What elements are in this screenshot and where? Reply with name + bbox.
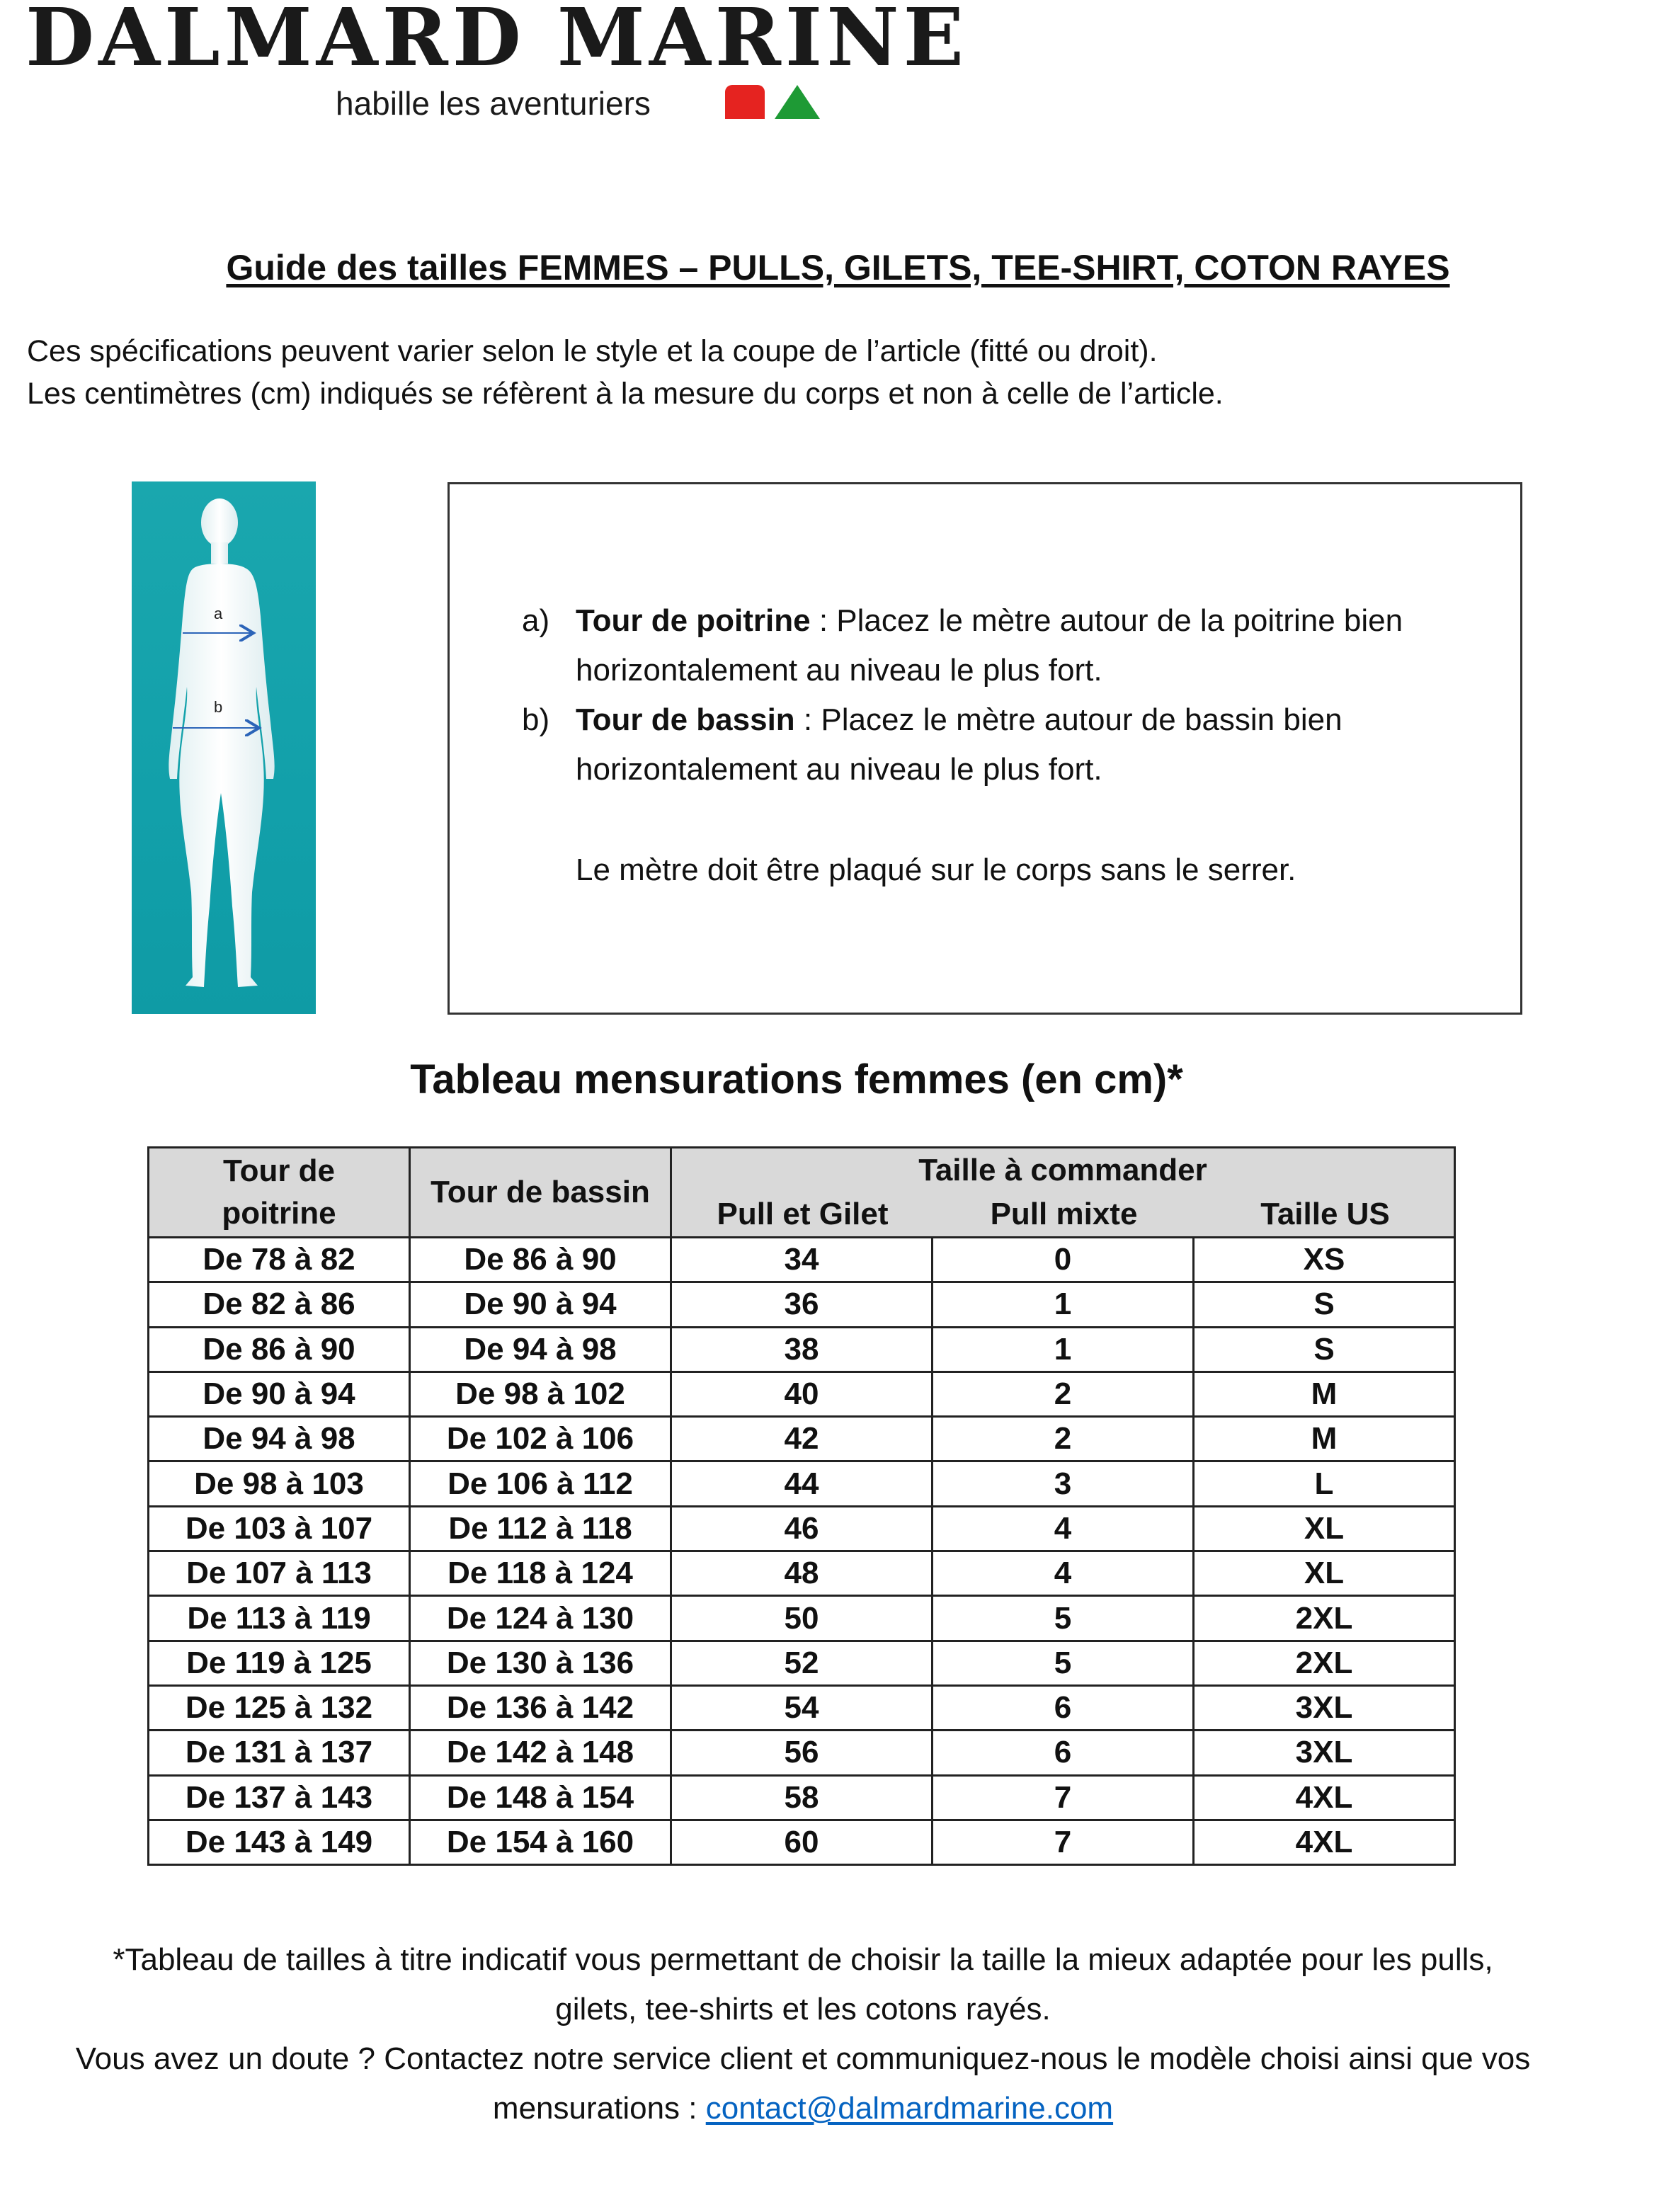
table-cell: 2XL [1194, 1641, 1455, 1685]
figure-body [169, 564, 274, 987]
logo-green-triangle-icon [775, 85, 820, 119]
table-row [149, 1685, 1455, 1730]
table-cell: De 102 à 106 [410, 1417, 671, 1461]
table-cell: De 94 à 98 [410, 1327, 671, 1372]
table-cell: 54 [671, 1685, 933, 1730]
instruction-b-term: Tour de bassin [576, 702, 795, 737]
table-cell: De 86 à 90 [410, 1238, 671, 1282]
table-cell: L [1194, 1461, 1455, 1506]
table-cell: De 98 à 103 [149, 1461, 410, 1506]
table-cell: 50 [671, 1596, 933, 1641]
table-cell: 38 [671, 1327, 933, 1372]
table-cell: De 130 à 136 [410, 1641, 671, 1685]
table-cell: 3XL [1194, 1731, 1455, 1775]
table-cell: De 90 à 94 [410, 1282, 671, 1327]
table-title: Tableau mensurations femmes (en cm)* [410, 1056, 1183, 1102]
footer-email-prefix: mensurations : [492, 2091, 706, 2126]
table-cell: 6 [933, 1731, 1194, 1775]
table-cell: 5 [933, 1596, 1194, 1641]
instruction-a-term: Tour de poitrine [576, 603, 811, 638]
table-cell: 44 [671, 1461, 933, 1506]
table-cell: 3XL [1194, 1685, 1455, 1730]
table-cell: XL [1194, 1551, 1455, 1596]
instruction-b-marker: b) [522, 702, 550, 737]
table-cell: 7 [933, 1820, 1194, 1864]
table-cell: 52 [671, 1641, 933, 1685]
instruction-b-text-2: horizontalement au niveau le plus fort. [576, 752, 1102, 787]
table-row [149, 1775, 1455, 1820]
instruction-a-text: : Placez le mètre autour de la poitrine bien [810, 603, 1403, 638]
table-row [149, 1372, 1455, 1416]
table-cell: 2 [933, 1372, 1194, 1416]
header-chest-line2: poitrine [222, 1196, 336, 1231]
table-row [149, 1327, 1455, 1372]
table-cell: 46 [671, 1506, 933, 1551]
instruction-note: Le mètre doit être plaqué sur le corps sans le serrer. [576, 853, 1296, 887]
table-cell: 2XL [1194, 1596, 1455, 1641]
table-cell: 34 [671, 1238, 933, 1282]
instruction-a-text-2: horizontalement au niveau le plus fort. [576, 653, 1102, 688]
table-cell: De 78 à 82 [149, 1238, 410, 1282]
figure-head [201, 498, 238, 547]
table-cell: De 90 à 94 [149, 1372, 410, 1416]
table-row [149, 1417, 1455, 1461]
intro-line: Ces spécifications peuvent varier selon le style et la coupe de l’article (fitté ou droit). [27, 334, 1158, 368]
table-body [149, 1238, 1455, 1865]
table-cell: De 98 à 102 [410, 1372, 671, 1416]
table-cell: De 148 à 154 [410, 1775, 671, 1820]
figure-label-a: a [214, 605, 223, 622]
table-cell: 4XL [1194, 1820, 1455, 1864]
table-row [149, 1551, 1455, 1596]
table-row [149, 1820, 1455, 1864]
table-cell: De 107 à 113 [149, 1551, 410, 1596]
footer-note-line: gilets, tee-shirts et les cotons rayés. [555, 1992, 1051, 2026]
header-chest-line1: Tour de [222, 1153, 336, 1188]
table-cell: De 142 à 148 [410, 1731, 671, 1775]
figure-neck [211, 542, 228, 564]
table-cell: S [1194, 1327, 1455, 1372]
header-pull-gilet: Pull et Gilet [717, 1197, 889, 1231]
table-cell: De 113 à 119 [149, 1596, 410, 1641]
figure-label-b: b [214, 698, 223, 716]
table-row [149, 1461, 1455, 1506]
table-row [149, 1282, 1455, 1327]
table-cell: De 154 à 160 [410, 1820, 671, 1864]
contact-email-link[interactable]: contact@dalmardmarine.com [705, 2091, 1114, 2126]
brand-tagline: habille les aventuriers [336, 85, 651, 122]
table-cell: S [1194, 1282, 1455, 1327]
table-cell: 1 [933, 1282, 1194, 1327]
table-row [149, 1506, 1455, 1551]
table-cell: De 125 à 132 [149, 1685, 410, 1730]
body-measurement-figure [132, 481, 316, 1014]
table-cell: 42 [671, 1417, 933, 1461]
instruction-a [576, 600, 1403, 642]
header-pull-mixte: Pull mixte [990, 1197, 1138, 1231]
table-cell: 5 [933, 1641, 1194, 1685]
table-cell: 4 [933, 1506, 1194, 1551]
table-cell: 4XL [1194, 1775, 1455, 1820]
header-us-size: Taille US [1260, 1197, 1390, 1231]
table-cell: De 119 à 125 [149, 1641, 410, 1685]
footer-contact-email-line [0, 2087, 1606, 2130]
header-order-size-group [671, 1148, 1455, 1238]
table-cell: De 131 à 137 [149, 1731, 410, 1775]
table-cell: De 103 à 107 [149, 1506, 410, 1551]
table-cell: De 86 à 90 [149, 1327, 410, 1372]
table-cell: De 112 à 118 [410, 1506, 671, 1551]
table-cell: 6 [933, 1685, 1194, 1730]
table-cell: 56 [671, 1731, 933, 1775]
header-chest [149, 1148, 410, 1238]
table-cell: M [1194, 1417, 1455, 1461]
table-cell: 48 [671, 1551, 933, 1596]
table-row [149, 1641, 1455, 1685]
table-cell: 40 [671, 1372, 933, 1416]
table-row [149, 1731, 1455, 1775]
logo-red-shape-icon [725, 85, 765, 119]
header-group-title: Taille à commander [918, 1153, 1207, 1187]
header-hip: Tour de bassin [410, 1148, 671, 1238]
page-title: Guide des tailles FEMMES – PULLS, GILETS, TEE-SHIRT, COTON RAYES [226, 248, 1450, 287]
table-cell: De 136 à 142 [410, 1685, 671, 1730]
table-cell: 0 [933, 1238, 1194, 1282]
footer-note-line: *Tableau de tailles à titre indicatif vous permettant de choisir la taille la mieux adaptée pour les pulls, [113, 1942, 1493, 1977]
table-cell: 60 [671, 1820, 933, 1864]
table-cell: De 143 à 149 [149, 1820, 410, 1864]
table-cell: 2 [933, 1417, 1194, 1461]
table-cell: M [1194, 1372, 1455, 1416]
table-cell: De 82 à 86 [149, 1282, 410, 1327]
table-cell: De 106 à 112 [410, 1461, 671, 1506]
table-cell: 3 [933, 1461, 1194, 1506]
table-cell: De 124 à 130 [410, 1596, 671, 1641]
table-row [149, 1238, 1455, 1282]
table-cell: De 118 à 124 [410, 1551, 671, 1596]
instruction-b-text: : Placez le mètre autour de bassin bien [794, 702, 1342, 737]
brand-logo-text: DALMARD MARINE [25, 0, 968, 84]
table-cell: 36 [671, 1282, 933, 1327]
table-cell: XS [1194, 1238, 1455, 1282]
table-cell: 7 [933, 1775, 1194, 1820]
table-cell: XL [1194, 1506, 1455, 1551]
size-table [147, 1146, 1456, 1866]
instruction-a-marker: a) [522, 603, 550, 638]
instructions-box [447, 482, 1522, 1015]
table-row [149, 1596, 1455, 1641]
footer-contact-line: Vous avez un doute ? Contactez notre service client et communiquez-nous le modèle choisi ainsi que vos [75, 2041, 1531, 2076]
intro-line: Les centimètres (cm) indiqués se réfèrent à la mesure du corps et non à celle de l’article. [27, 377, 1224, 411]
table-cell: 4 [933, 1551, 1194, 1596]
table-cell: De 137 à 143 [149, 1775, 410, 1820]
instruction-b [576, 700, 1342, 741]
table-cell: De 94 à 98 [149, 1417, 410, 1461]
table-cell: 58 [671, 1775, 933, 1820]
table-cell: 1 [933, 1327, 1194, 1372]
